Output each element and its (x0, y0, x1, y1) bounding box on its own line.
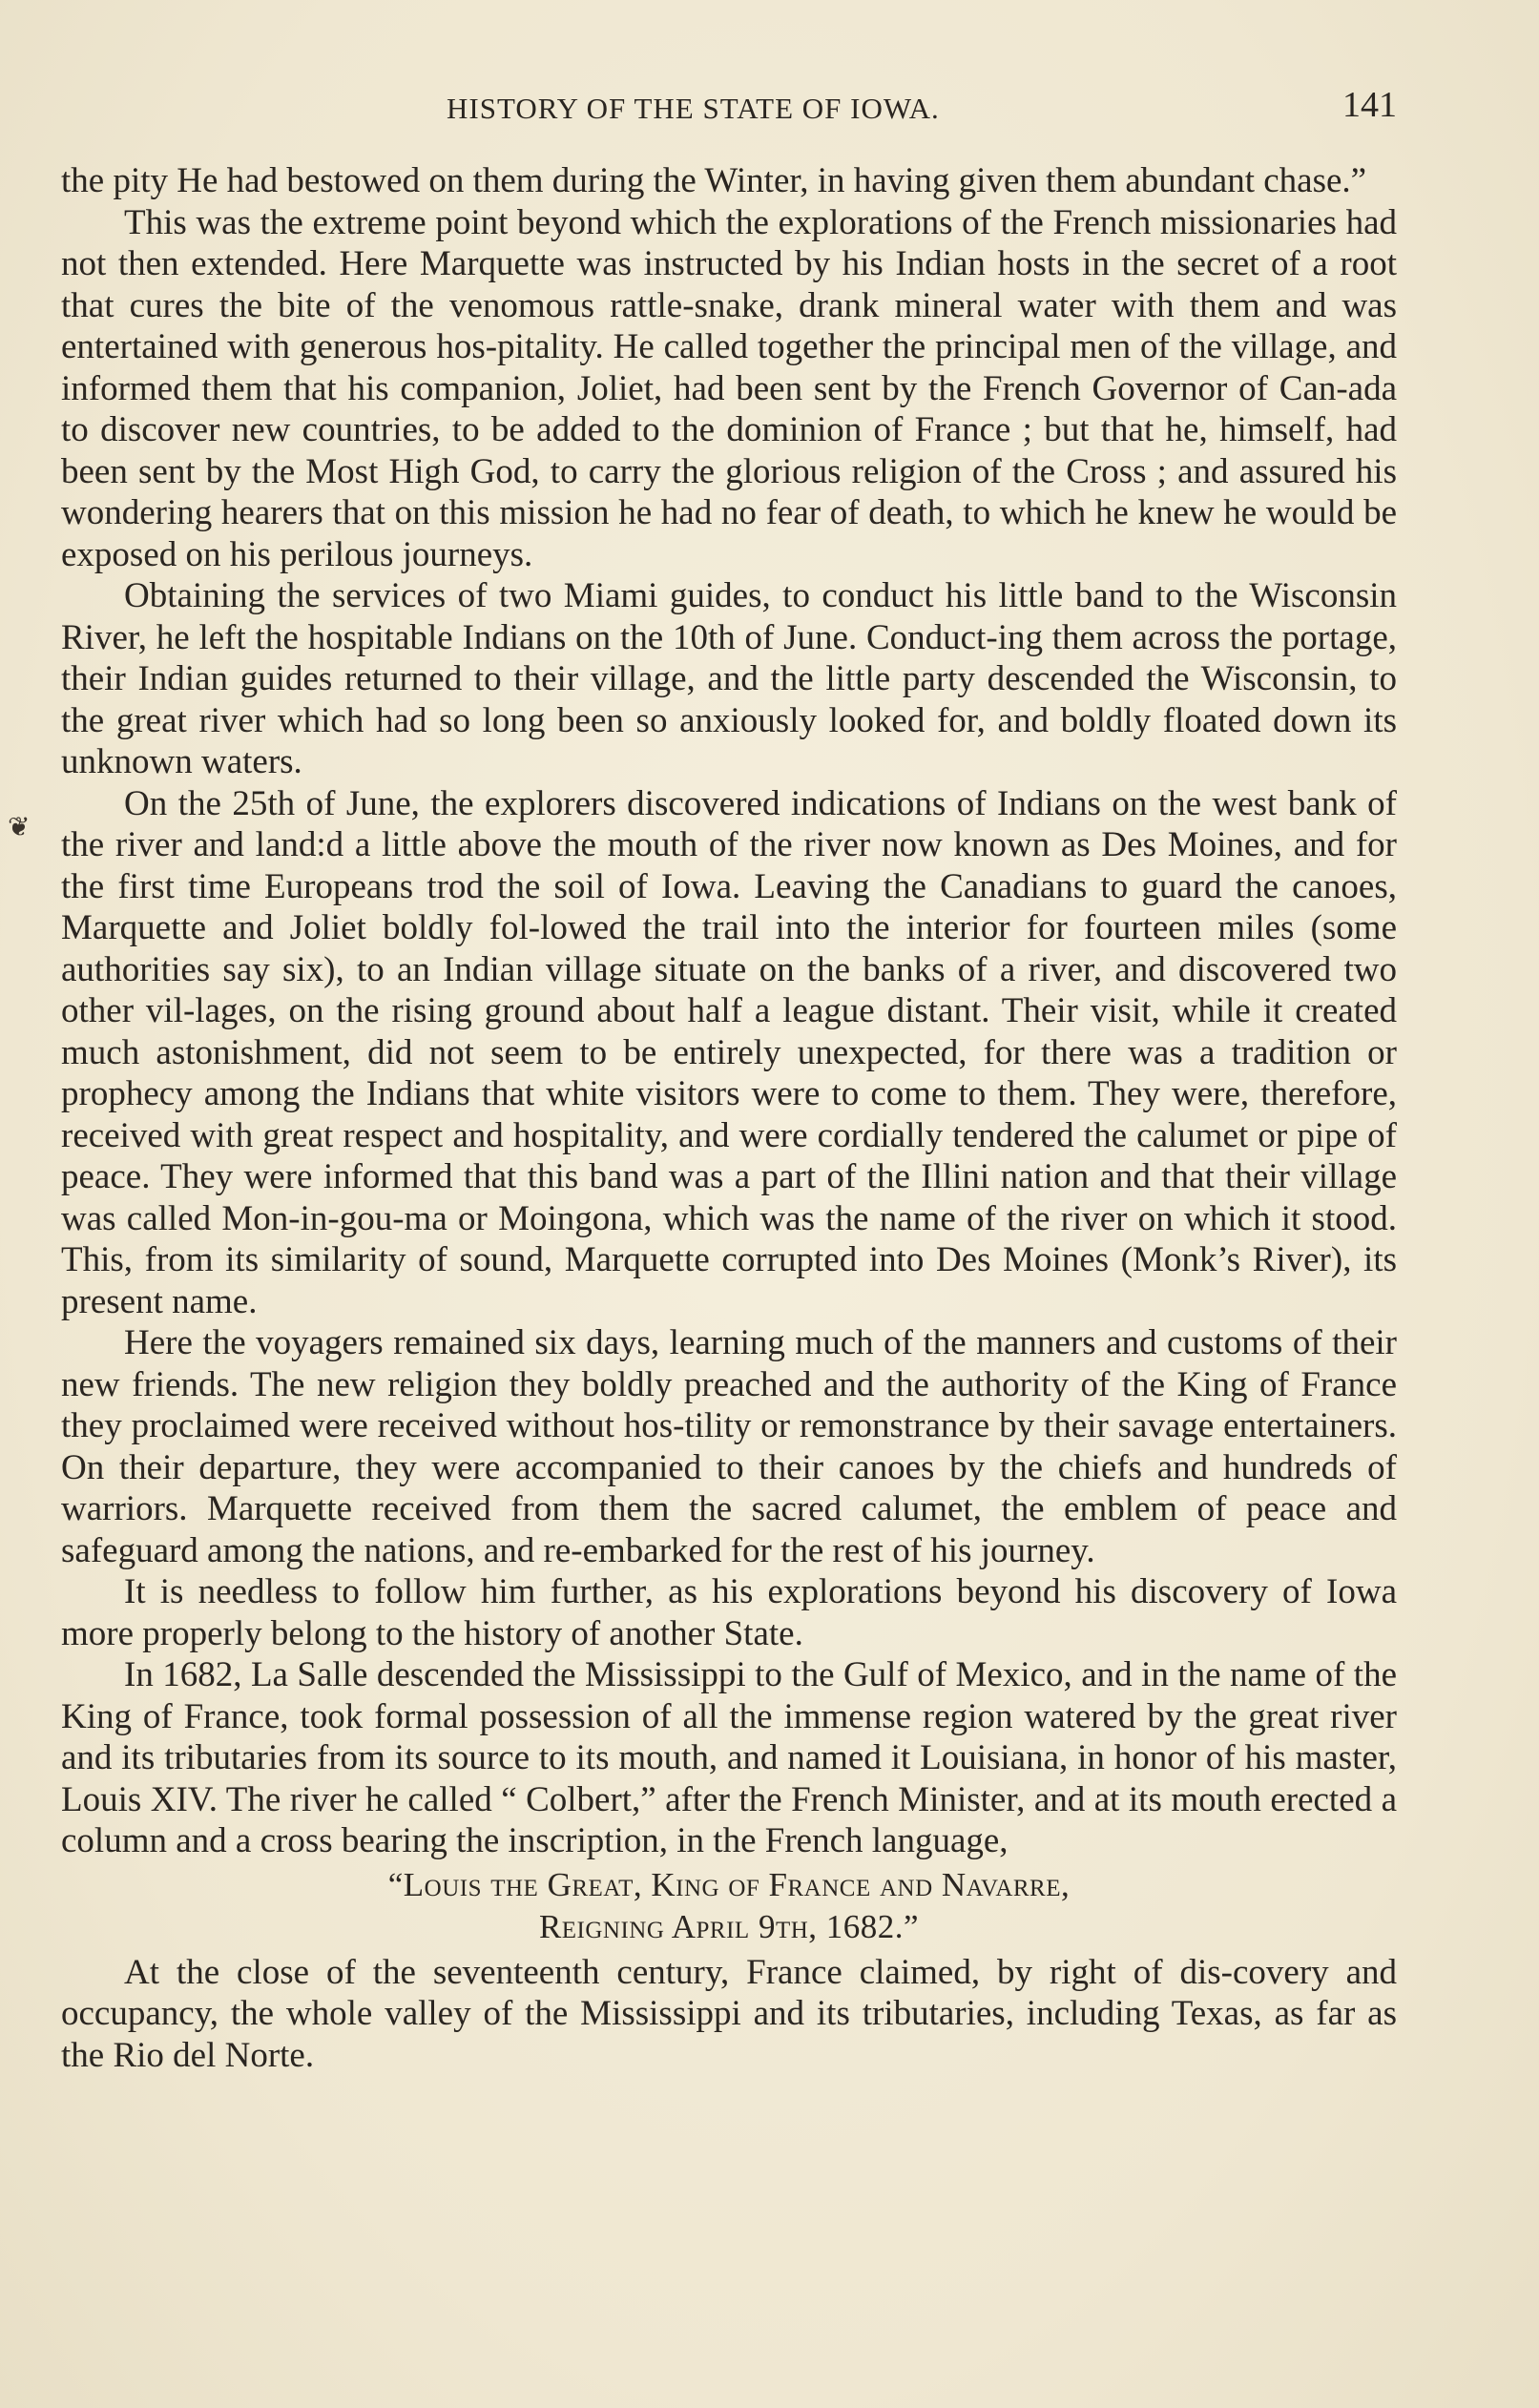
paragraph: the pity He had bestowed on them during the Winter, in having given them abundant chase.” (61, 161, 1367, 200)
inscription (61, 1862, 1397, 1952)
body-text (61, 160, 1397, 2076)
paragraph: Here the voyagers remained six days, learning much of the manners and customs of their new friends. The new religion they boldly preached and the authority of the King of France they proclaimed were received without hos-tility or remonstrance by their savage entertainers. On their departure, they were accompanied to their canoes by the chiefs and hundreds of warriors. Marquette received from them the sacred calumet, the emblem of peace and safeguard among the nations, and re-embarked for the rest of his journey. (61, 1323, 1397, 1570)
paragraph: It is needless to follow him further, as his explorations beyond his discovery of Iowa more properly belong to the history of another State. (61, 1572, 1397, 1653)
page-header (61, 82, 1397, 130)
paragraph: On the 25th of June, the explorers discovered indications of Indians on the west bank of the river and land:d a little above the mouth of the river now known as Des Moines, and for the first time Europeans trod the soil of Iowa. Leaving the Canadians to guard the canoes, Marquette and Joliet boldly fol-lowed the trail into the interior for fourteen miles (some authorities say six), to an Indian village situate on the banks of a river, and discovered two other vil-lages, on the rising ground about half a league distant. Their visit, while it created much astonishment, did not seem to be entirely unexpected, for there was a tradition or prophecy among the Indians that white visitors were to come to them. They were, therefore, received with great respect and hospitality, and were cordially tendered the calumet or pipe of peace. They were informed that this band was a part of the Illini nation and that their village was called Mon-in-gou-ma or Moingona, which was the name of the river on which it stood. This, from its similarity of sound, Marquette corrupted into Des Moines (Monk’s River), its present name. (61, 783, 1397, 1321)
paragraph: At the close of the seventeenth century, France claimed, by right of dis-covery and occupancy, the whole valley of the Mississippi and its tributaries, including Texas, as far as the Rio del Norte. (61, 1952, 1397, 2075)
inscription-line: “Louis the Great, King of France and Navarre, (387, 1865, 1071, 1903)
margin-mark: ❦ (8, 813, 31, 842)
paragraph: Obtaining the services of two Miami guides, to conduct his little band to the Wisconsin River, he left the hospitable Indians on the 10th of June. Conduct-ing them across the portage, their Indian guides returned to their village, and the little party descended the Wisconsin, to the great river which had so long been so anxiously looked for, and boldly floated down its unknown waters. (61, 576, 1397, 781)
page-number: 141 (1342, 85, 1397, 125)
paragraph: In 1682, La Salle descended the Mississippi to the Gulf of Mexico, and in the name of the King of France, took formal possession of all the immense region watered by the great river and its tributaries from its source to its mouth, and named it Louisiana, in honor of his master, Louis XIV. The river he called “ Colbert,” after the French Minister, and at its mouth erected a column and a cross bearing the inscription, in the French language, (61, 1655, 1397, 1860)
running-head: HISTORY OF THE STATE OF IOWA. (447, 92, 940, 125)
paragraph: This was the extreme point beyond which the explorations of the French missionaries had not then extended. Here Marquette was instructed by his Indian hosts in the secret of a root that cures the bite of the venomous rattle-snake, drank mineral water with them and was entertained with generous hos-pitality. He called together the principal men of the village, and informed them that his companion, Joliet, had been sent by the French Governor of Can-ada to discover new countries, to be added to the dominion of France ; but that he, himself, had been sent by the Most High God, to carry the glorious religion of the Cross ; and assured his wondering hearers that on this mission he had no fear of death, to which he knew he would be exposed on his perilous journeys. (61, 202, 1397, 574)
inscription-line: Reigning April 9th, 1682.” (538, 1907, 920, 1945)
